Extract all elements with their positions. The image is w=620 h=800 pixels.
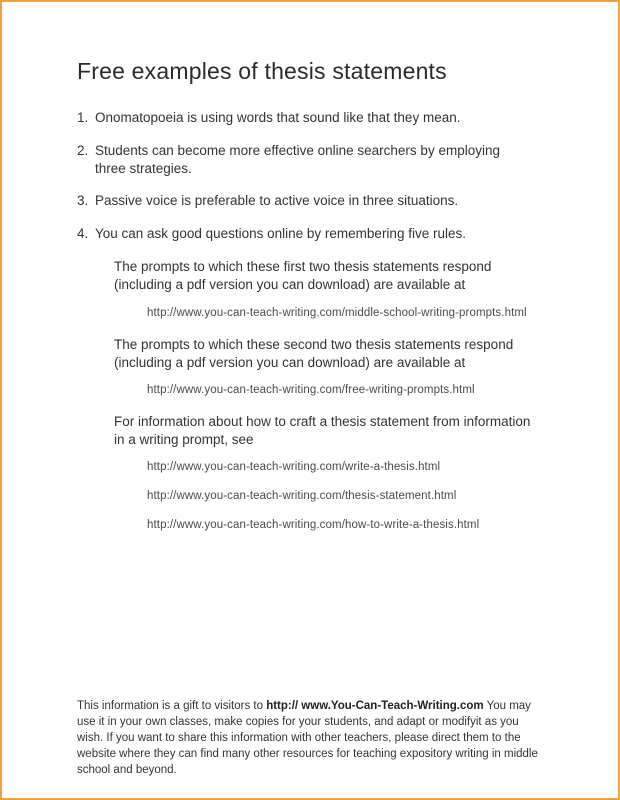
- list-item-number: 4.: [77, 226, 89, 242]
- footer-text-prefix: This information is a gift to visitors to: [77, 700, 267, 713]
- thesis-statement-text: You can ask good questions online by remembering five rules.: [95, 226, 466, 242]
- detail-paragraph: For information about how to craft a thesis statement from information in a writing prompt, see: [114, 413, 531, 448]
- resource-url: http://www.you-can-teach-writing.com/free-writing-prompts.html: [147, 383, 475, 396]
- list-item-number: 3.: [77, 193, 89, 209]
- list-item-number: 1.: [77, 110, 89, 125]
- resource-url: http://www.you-can-teach-writing.com/how-to-write-a-thesis.html: [147, 519, 480, 532]
- footer-site-url: http:// www.You-Can-Teach-Writing.com: [266, 700, 484, 713]
- thesis-statements-list: [77, 109, 543, 243]
- resource-url: http://www.you-can-teach-writing.com/write-a-thesis.html: [147, 461, 441, 474]
- detail-paragraph: The prompts to which these first two thesis statements respond (including a pdf version you can download) are available at: [114, 259, 492, 293]
- footer-text-suffix: You may use it in your own classes, make copies for your students, and adapt or modifyit as you wish. If you want to share this information with other teachers, please direct them to the website where they can find many other resources for teaching expository writing in middle school and beyond.: [77, 700, 538, 776]
- thesis-statement-text: Passive voice is preferable to active voice in three situations.: [95, 193, 459, 209]
- resource-url: http://www.you-can-teach-writing.com/middle-school-writing-prompts.html: [147, 306, 527, 319]
- list-item: [77, 192, 543, 210]
- resource-url: http://www.you-can-teach-writing.com/thesis-statement.html: [147, 490, 457, 503]
- list-item: [77, 142, 543, 178]
- list-item-number: 2.: [77, 142, 89, 158]
- details-section: [114, 258, 543, 531]
- thesis-statement-text: Onomatopoeia is using words that sound like that they mean.: [95, 110, 461, 125]
- page-title: Free examples of thesis statements: [77, 58, 447, 84]
- document-content: [2, 2, 618, 779]
- footer-note: [77, 699, 543, 778]
- list-item: [77, 225, 543, 243]
- detail-paragraph: The prompts to which these second two thesis statements respond (including a pdf version you can download) are available at: [114, 336, 514, 370]
- list-item: [77, 109, 543, 127]
- thesis-statement-text: Students can become more effective online searchers by employing three strategies.: [95, 142, 500, 176]
